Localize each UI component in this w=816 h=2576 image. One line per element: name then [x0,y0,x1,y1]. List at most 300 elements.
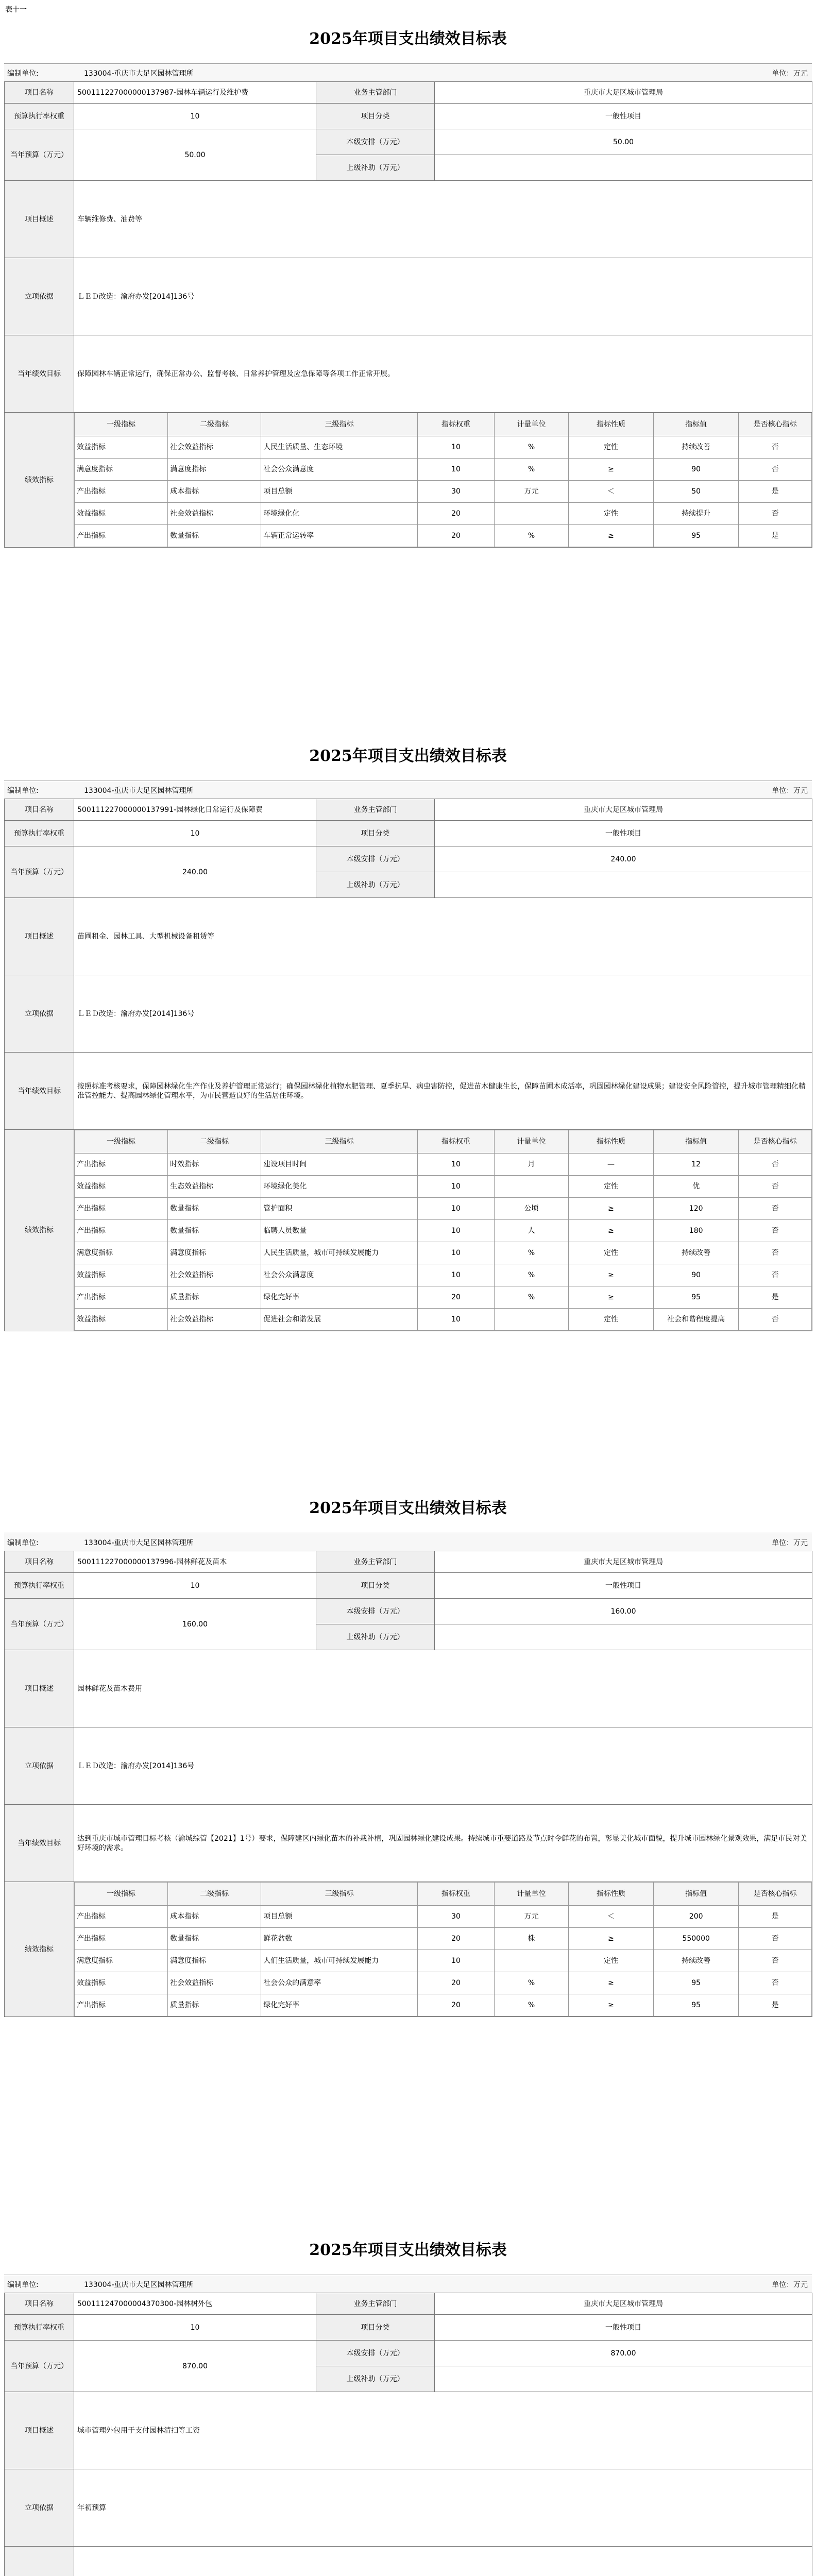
indicator-cell: 550000 [654,1928,739,1950]
indicator-row [75,525,812,547]
indicator-cell: 是 [739,1286,812,1309]
indicator-cell: 社会效益指标 [168,436,261,459]
org-value: 133004-重庆市大足区园林管理所 [84,2281,194,2289]
goal-label [5,2547,74,2576]
target-table [4,799,812,1331]
project-name-value: 500111227000000137996-园林鲜花及苗木 [74,1551,316,1573]
indicator-cell: 环境绿化化 [261,503,418,525]
upper-value [435,155,812,181]
indicator-row [75,1286,812,1309]
indicator-cell: 满意度指标 [75,459,168,481]
basis-label: 立项依据 [5,975,74,1053]
indicator-cell [495,1176,569,1198]
indicator-cell: 否 [739,436,812,459]
indicator-header: 一级指标 [75,413,168,436]
page-label: 表十一 [5,6,27,14]
indicators-label: 绩效指标 [5,1130,74,1331]
budget-value: 50.00 [74,129,316,181]
exec-weight-label: 预算执行率权重 [5,1573,74,1599]
project-name-label: 项目名称 [5,2293,74,2315]
indicator-header: 三级指标 [261,1883,418,1906]
indicators-label: 绩效指标 [5,413,74,548]
exec-weight-label: 预算执行率权重 [5,104,74,129]
indicator-cell: 20 [417,1286,494,1309]
indicator-cell: 社会和谐程度提高 [654,1309,739,1331]
org-value: 133004-重庆市大足区园林管理所 [84,70,194,78]
indicator-cell: 持续改善 [654,1242,739,1264]
indicator-cell: 95 [654,1972,739,1994]
indicator-cell: 社会公众满意度 [261,459,418,481]
indicator-row [75,481,812,503]
current-label: 本级安排（万元） [316,129,435,155]
indicator-row [75,503,812,525]
indicator-header: 计量单位 [495,1130,569,1154]
indicator-header: 三级指标 [261,413,418,436]
overview-value: 苗圃租金、园林工具、大型机械设备租赁等 [74,898,812,975]
current-value: 50.00 [435,129,812,155]
indicator-cell: 10 [417,1220,494,1242]
dept-value: 重庆市大足区城市管理局 [435,2293,812,2315]
upper-value [435,1624,812,1650]
goal-label: 当年绩效目标 [5,335,74,413]
indicator-cell: 效益指标 [75,503,168,525]
category-value: 一般性项目 [435,821,812,846]
category-label: 项目分类 [316,1573,435,1599]
indicator-cell: 20 [417,1972,494,1994]
indicator-cell: 12 [654,1154,739,1176]
category-label: 项目分类 [316,104,435,129]
goal-value: 保障园林车辆正常运行，确保正常办公、监督考核、日常养护管理及应急保障等各项工作正常开展。 [74,335,812,413]
section-title: 2025年项目支出绩效目标表 [309,747,507,765]
indicator-row [75,1928,812,1950]
indicator-row [75,1972,812,1994]
category-value: 一般性项目 [435,104,812,129]
org-value: 133004-重庆市大足区园林管理所 [84,787,194,795]
indicator-cell: 10 [417,1198,494,1220]
indicator-cell: 否 [739,1154,812,1176]
indicator-cell: 效益指标 [75,1309,168,1331]
indicator-cell: 优 [654,1176,739,1198]
indicator-cell: 成本指标 [168,1906,261,1928]
indicator-cell: % [495,1242,569,1264]
indicator-cell: 定性 [568,1242,653,1264]
indicator-cell: % [495,1286,569,1309]
indicator-header: 二级指标 [168,1883,261,1906]
section-title: 2025年项目支出绩效目标表 [309,30,507,48]
indicator-cell: 效益指标 [75,1264,168,1286]
indicator-cell: 建设项目时间 [261,1154,418,1176]
indicator-cell: 持续提升 [654,503,739,525]
indicator-cell: 是 [739,481,812,503]
indicator-cell: ≥ [568,1264,653,1286]
indicator-cell: 临聘人员数量 [261,1220,418,1242]
indicator-cell: % [495,1994,569,2016]
indicator-row [75,1906,812,1928]
project-name-label: 项目名称 [5,1551,74,1573]
category-label: 项目分类 [316,2315,435,2341]
budget-label: 当年预算（万元） [5,846,74,898]
indicator-cell: ≥ [568,1928,653,1950]
indicator-cell [495,1950,569,1972]
indicator-row [75,436,812,459]
indicator-cell: ≥ [568,1972,653,1994]
indicator-header: 指标值 [654,1883,739,1906]
indicator-cell: 月 [495,1154,569,1176]
indicator-cell: ≥ [568,525,653,547]
indicator-cell: 数量指标 [168,1220,261,1242]
indicators-cell [74,413,812,548]
current-label: 本级安排（万元） [316,2341,435,2366]
indicator-cell: 产出指标 [75,481,168,503]
indicator-cell: 项目总额 [261,481,418,503]
indicator-cell: 社会效益指标 [168,1264,261,1286]
indicator-cell: 定性 [568,1309,653,1331]
indicator-cell: 10 [417,1176,494,1198]
indicators-label: 绩效指标 [5,1882,74,2017]
indicator-table [74,1882,812,2016]
indicator-cell: ＜ [568,481,653,503]
indicator-cell: 10 [417,1950,494,1972]
indicator-header: 指标性质 [568,1883,653,1906]
indicator-cell: 质量指标 [168,1994,261,2016]
indicator-cell: 持续改善 [654,436,739,459]
indicator-cell: 10 [417,1309,494,1331]
org-label: 编制单位: [7,787,39,795]
indicator-cell: % [495,459,569,481]
indicator-header: 指标值 [654,413,739,436]
indicator-cell: 是 [739,1906,812,1928]
org-value: 133004-重庆市大足区园林管理所 [84,1539,194,1547]
indicator-row [75,1950,812,1972]
indicator-cell: 定性 [568,436,653,459]
indicator-cell [495,1309,569,1331]
indicator-cell: % [495,1972,569,1994]
indicator-header: 二级指标 [168,413,261,436]
indicator-cell: ≥ [568,1220,653,1242]
indicator-cell: 产出指标 [75,1906,168,1928]
indicator-cell: 否 [739,1309,812,1331]
indicator-cell: 数量指标 [168,1928,261,1950]
indicator-header: 指标权重 [417,413,494,436]
indicators-cell [74,1882,812,2017]
indicator-cell: 人民生活质量，城市可持续发展能力 [261,1242,418,1264]
indicator-cell: ≥ [568,1994,653,2016]
upper-value [435,872,812,898]
project-name-value: 500111247000004370300-园林树外包 [74,2293,316,2315]
indicator-header: 是否核心指标 [739,1130,812,1154]
indicator-cell: 产出指标 [75,1154,168,1176]
indicator-cell: 10 [417,436,494,459]
indicator-header: 一级指标 [75,1883,168,1906]
indicator-cell: 产出指标 [75,1286,168,1309]
upper-label: 上级补助（万元） [316,872,435,898]
indicator-row [75,1242,812,1264]
indicator-cell: 人 [495,1220,569,1242]
indicator-cell: % [495,525,569,547]
exec-weight-label: 预算执行率权重 [5,821,74,846]
upper-label: 上级补助（万元） [316,1624,435,1650]
overview-value: 城市管理外包用于支付园林清扫等工资 [74,2392,812,2469]
indicator-cell: 时效指标 [168,1154,261,1176]
indicator-cell [495,503,569,525]
indicator-cell: 产出指标 [75,525,168,547]
indicator-cell: 是 [739,1994,812,2016]
org-label: 编制单位: [7,2281,39,2289]
indicator-cell: 否 [739,1220,812,1242]
indicator-cell: 人们生活质量，城市可持续发展能力 [261,1950,418,1972]
indicator-cell: 社会效益指标 [168,1972,261,1994]
indicator-header: 是否核心指标 [739,413,812,436]
basis-value: ＬＥＤ改造：渝府办发[2014]136号 [74,258,812,335]
indicator-header: 指标性质 [568,1130,653,1154]
org-header [4,63,812,82]
target-table [4,2293,812,2576]
indicator-cell: 10 [417,1242,494,1264]
current-label: 本级安排（万元） [316,1599,435,1624]
budget-label: 当年预算（万元） [5,1599,74,1650]
project-name-label: 项目名称 [5,799,74,821]
indicator-header: 三级指标 [261,1130,418,1154]
indicator-cell: 90 [654,1264,739,1286]
money-unit: 单位：万元 [772,2281,808,2289]
upper-label: 上级补助（万元） [316,155,435,181]
indicator-cell: 95 [654,525,739,547]
overview-label: 项目概述 [5,898,74,975]
exec-weight-label: 预算执行率权重 [5,2315,74,2341]
indicator-header: 指标权重 [417,1130,494,1154]
target-table [4,1551,812,2017]
indicator-cell: 否 [739,1264,812,1286]
indicator-cell: 车辆正常运转率 [261,525,418,547]
indicator-cell: 10 [417,1154,494,1176]
indicator-cell: 30 [417,1906,494,1928]
budget-value: 240.00 [74,846,316,898]
project-name-value: 500111227000000137987-园林车辆运行及维护费 [74,82,316,104]
current-label: 本级安排（万元） [316,846,435,872]
indicator-cell: 是 [739,525,812,547]
indicator-cell: 否 [739,459,812,481]
money-unit: 单位：万元 [772,787,808,795]
indicator-cell: 质量指标 [168,1286,261,1309]
indicator-cell: 成本指标 [168,481,261,503]
money-unit: 单位：万元 [772,1539,808,1547]
indicator-cell: 人民生活质量、生态环境 [261,436,418,459]
indicator-table [74,1130,812,1331]
org-label: 编制单位: [7,70,39,78]
indicator-cell: % [495,436,569,459]
target-table [4,81,812,548]
indicator-row [75,459,812,481]
dept-value: 重庆市大足区城市管理局 [435,799,812,821]
indicators-cell [74,1130,812,1331]
indicator-cell: 定性 [568,1176,653,1198]
indicator-cell: 效益指标 [75,436,168,459]
upper-value [435,2366,812,2392]
basis-label: 立项依据 [5,2469,74,2547]
indicator-cell: 否 [739,1950,812,1972]
org-header [4,1533,812,1551]
exec-weight-value: 10 [74,821,316,846]
indicator-cell: ≥ [568,459,653,481]
budget-label: 当年预算（万元） [5,2341,74,2392]
indicator-cell: 10 [417,1264,494,1286]
org-header [4,2275,812,2293]
exec-weight-value: 10 [74,104,316,129]
indicator-header: 是否核心指标 [739,1883,812,1906]
indicator-cell: 万元 [495,1906,569,1928]
goal-value [74,2547,812,2576]
indicator-cell: 社会效益指标 [168,503,261,525]
indicator-cell: 效益指标 [75,1176,168,1198]
indicator-cell: 数量指标 [168,1198,261,1220]
indicator-cell: 株 [495,1928,569,1950]
overview-label: 项目概述 [5,1650,74,1727]
category-value: 一般性项目 [435,2315,812,2341]
indicator-cell: 95 [654,1994,739,2016]
category-value: 一般性项目 [435,1573,812,1599]
overview-value: 园林鲜花及苗木费用 [74,1650,812,1727]
indicator-cell: 促进社会和谐发展 [261,1309,418,1331]
indicator-cell: 项目总额 [261,1906,418,1928]
exec-weight-value: 10 [74,2315,316,2341]
section-title: 2025年项目支出绩效目标表 [309,1499,507,1517]
dept-label: 业务主管部门 [316,82,435,104]
goal-label: 当年绩效目标 [5,1053,74,1130]
indicator-cell: 20 [417,525,494,547]
indicator-cell: 95 [654,1286,739,1309]
indicator-header-row [75,1883,812,1906]
current-value: 870.00 [435,2341,812,2366]
indicator-row [75,1994,812,2016]
indicator-cell: 产出指标 [75,1928,168,1950]
budget-value: 870.00 [74,2341,316,2392]
indicator-header: 指标权重 [417,1883,494,1906]
indicator-row [75,1198,812,1220]
indicator-cell: 公顷 [495,1198,569,1220]
indicator-cell: 90 [654,459,739,481]
basis-label: 立项依据 [5,1727,74,1805]
indicator-cell: 180 [654,1220,739,1242]
indicator-cell: 20 [417,503,494,525]
indicator-cell: 否 [739,1928,812,1950]
budget-label: 当年预算（万元） [5,129,74,181]
budget-value: 160.00 [74,1599,316,1650]
indicator-table [74,413,812,547]
indicator-cell: 定性 [568,1950,653,1972]
indicator-cell: 绿化完好率 [261,1994,418,2016]
overview-label: 项目概述 [5,181,74,258]
goal-value: 按照标准考核要求，保障园林绿化生产作业及养护管理正常运行；确保园林绿化植物水肥管理、夏季抗旱、病虫害防控，促进苗木健康生长，保障苗圃木成活率，巩固园林绿化建设成果；建设安全风险管控，提升城市管理精细化精准管控能力、提高园林绿化管理水平，为市民营造良好的生活居住环境。 [74,1053,812,1130]
overview-label: 项目概述 [5,2392,74,2469]
org-header [4,781,812,799]
indicator-cell: 万元 [495,481,569,503]
basis-value: ＬＥＤ改造：渝府办发[2014]136号 [74,1727,812,1805]
indicator-cell: 满意度指标 [75,1950,168,1972]
indicator-cell: 否 [739,1176,812,1198]
indicator-cell: 产出指标 [75,1198,168,1220]
dept-label: 业务主管部门 [316,2293,435,2315]
indicator-cell: 否 [739,1972,812,1994]
indicator-header: 计量单位 [495,1883,569,1906]
indicator-row [75,1220,812,1242]
indicator-header-row [75,413,812,436]
indicator-cell: ＜ [568,1906,653,1928]
indicator-cell: 绿化完好率 [261,1286,418,1309]
goal-label: 当年绩效目标 [5,1805,74,1882]
indicator-cell: 否 [739,1198,812,1220]
indicator-cell: 社会公众满意度 [261,1264,418,1286]
indicator-cell: 产出指标 [75,1994,168,2016]
money-unit: 单位：万元 [772,70,808,78]
indicator-cell: ≥ [568,1286,653,1309]
indicator-cell: 200 [654,1906,739,1928]
indicator-header-row [75,1130,812,1154]
project-name-value: 500111227000000137991-园林绿化日常运行及保障费 [74,799,316,821]
org-label: 编制单位: [7,1539,39,1547]
indicator-row [75,1309,812,1331]
indicator-row [75,1176,812,1198]
indicator-cell: 30 [417,481,494,503]
indicator-cell: 社会效益指标 [168,1309,261,1331]
indicator-cell: 鲜花盆数 [261,1928,418,1950]
indicator-header: 一级指标 [75,1130,168,1154]
indicator-cell: 50 [654,481,739,503]
indicator-cell: 120 [654,1198,739,1220]
basis-label: 立项依据 [5,258,74,335]
indicator-cell: — [568,1154,653,1176]
indicator-cell: 定性 [568,503,653,525]
indicator-header: 计量单位 [495,413,569,436]
indicator-cell: 环境绿化美化 [261,1176,418,1198]
indicator-header: 指标性质 [568,413,653,436]
basis-value: ＬＥＤ改造：渝府办发[2014]136号 [74,975,812,1053]
indicator-cell: 20 [417,1928,494,1950]
dept-label: 业务主管部门 [316,1551,435,1573]
dept-value: 重庆市大足区城市管理局 [435,1551,812,1573]
section-title: 2025年项目支出绩效目标表 [309,2241,507,2259]
current-value: 240.00 [435,846,812,872]
indicator-cell: 否 [739,1242,812,1264]
indicator-cell: 20 [417,1994,494,2016]
indicator-cell: % [495,1264,569,1286]
category-label: 项目分类 [316,821,435,846]
indicator-cell: 管护面积 [261,1198,418,1220]
basis-value: 年初预算 [74,2469,812,2547]
indicator-cell: 10 [417,459,494,481]
indicator-cell: 满意度指标 [168,1950,261,1972]
indicator-cell: 持续改善 [654,1950,739,1972]
dept-label: 业务主管部门 [316,799,435,821]
indicator-cell: 满意度指标 [168,459,261,481]
exec-weight-value: 10 [74,1573,316,1599]
indicator-cell: 产出指标 [75,1220,168,1242]
indicator-cell: 生态效益指标 [168,1176,261,1198]
current-value: 160.00 [435,1599,812,1624]
upper-label: 上级补助（万元） [316,2366,435,2392]
dept-value: 重庆市大足区城市管理局 [435,82,812,104]
indicator-cell: 满意度指标 [168,1242,261,1264]
overview-value: 车辆维修费、油费等 [74,181,812,258]
indicator-cell: 否 [739,503,812,525]
indicator-cell: 数量指标 [168,525,261,547]
indicator-cell: 满意度指标 [75,1242,168,1264]
project-name-label: 项目名称 [5,82,74,104]
goal-value: 达到重庆市城市管理目标考核（渝城综管【2021】1号）要求，保障建区内绿化苗木的补栽补植，巩固园林绿化建设成果。持续城市重要道路及节点时令鲜花的布置，彰显美化城市面貌，提升城市园林绿化景观效果，满足市民对美好环境的需求。 [74,1805,812,1882]
indicator-cell: 社会公众的满意率 [261,1972,418,1994]
indicator-row [75,1264,812,1286]
indicator-row [75,1154,812,1176]
indicator-cell: ≥ [568,1198,653,1220]
